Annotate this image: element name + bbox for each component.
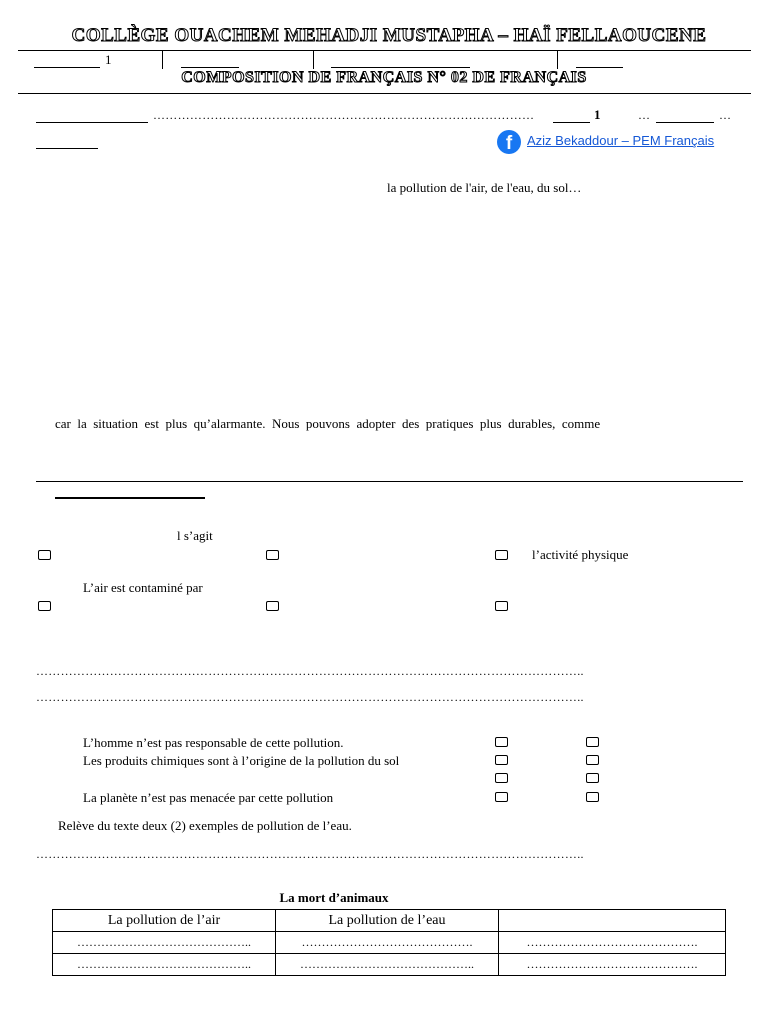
table-cell[interactable]: ……………………………………. [276,932,499,954]
header-bottom-rule [18,93,751,94]
answer-dots-line-1[interactable]: …………………………………………………………………………………………………………………….. [36,664,584,678]
table-cell[interactable]: …………………………………….. [53,954,276,976]
grade-digit: 1 [594,107,601,122]
header-blank-3 [331,67,470,68]
text-pollution-line: la pollution de l'air, de l'eau, du sol… [387,180,582,195]
table-cell[interactable]: ……………………………………. [499,954,726,976]
pollution-table [52,909,726,976]
tf-item-2: Les produits chimiques sont à l’origine de la pollution du sol [83,753,400,768]
table-cell[interactable]: …………………………………….. [53,932,276,954]
q2-checkbox-1[interactable] [38,601,51,611]
tf-2-false-checkbox[interactable] [586,755,599,765]
composition-title: COMPOSITION DE FRANÇAIS N° 02 DE FRANÇAIS [181,69,587,86]
table-header-eau: La pollution de l’eau [276,910,499,932]
end-dots-b: … [719,108,732,122]
q1-prompt: l s’agit [177,528,213,543]
q2-checkbox-2[interactable] [266,601,279,611]
q1-option-3-label: l’activité physique [532,547,629,562]
name-dots: ………………………………………………………………………………… [153,108,535,122]
tf-item-4: La planète n’est pas menacée par cette pollution [83,790,334,805]
text-car-line: car la situation est plus qu’alarmante. Nous pouvons adopter des pratiques plus durables, comme [55,416,601,431]
table-title: La mort d’animaux [279,890,389,905]
facebook-icon: f [497,130,521,154]
header-separator-3 [557,50,558,69]
tf-item-1: L’homme n’est pas responsable de cette pollution. [83,735,344,750]
q1-checkbox-3[interactable] [495,550,508,560]
q1-checkbox-2[interactable] [266,550,279,560]
header-separator-1 [162,50,163,69]
header-separator-2 [313,50,314,69]
table-row [53,954,726,976]
name-blank[interactable] [36,122,148,123]
tf-1-false-checkbox[interactable] [586,737,599,747]
tf-2-true-checkbox[interactable] [495,755,508,765]
table-cell[interactable]: …………………………………….. [276,954,499,976]
answer-dots-line-2[interactable]: …………………………………………………………………………………………………………………….. [36,690,584,704]
header-blank-2 [181,67,239,68]
table-row [53,932,726,954]
second-line-blank[interactable] [36,148,98,149]
table-header-air: La pollution de l’air [53,910,276,932]
header-number: 1 [105,52,112,67]
school-name: COLLÈGE OUACHEM MEHADJI MUSTAPHA – HAÏ FELLAOUCENE [71,25,707,46]
section-title-underline [55,497,205,499]
tf-3-true-checkbox[interactable] [495,773,508,783]
header-blank-4 [576,67,623,68]
end-dots-a: … [638,108,651,122]
header-top-rule [18,50,751,51]
tf-4-true-checkbox[interactable] [495,792,508,802]
grade-blank[interactable] [553,122,590,123]
end-blank[interactable] [656,122,714,123]
q2-checkbox-3[interactable] [495,601,508,611]
table-header-third [499,910,726,932]
table-header-row [53,910,726,932]
tf-4-false-checkbox[interactable] [586,792,599,802]
tf-1-true-checkbox[interactable] [495,737,508,747]
header-blank-1 [34,67,100,68]
answer-dots-line-3[interactable]: …………………………………………………………………………………………………………………….. [36,847,584,861]
q1-checkbox-1[interactable] [38,550,51,560]
releve-prompt: Relève du texte deux (2) exemples de pollution de l’eau. [58,818,352,833]
q2-prompt: L’air est contaminé par [83,580,203,595]
table-cell[interactable]: ……………………………………. [499,932,726,954]
facebook-author-link[interactable]: Aziz Bekaddour – PEM Français [527,133,715,148]
tf-3-false-checkbox[interactable] [586,773,599,783]
section-divider [36,481,743,482]
